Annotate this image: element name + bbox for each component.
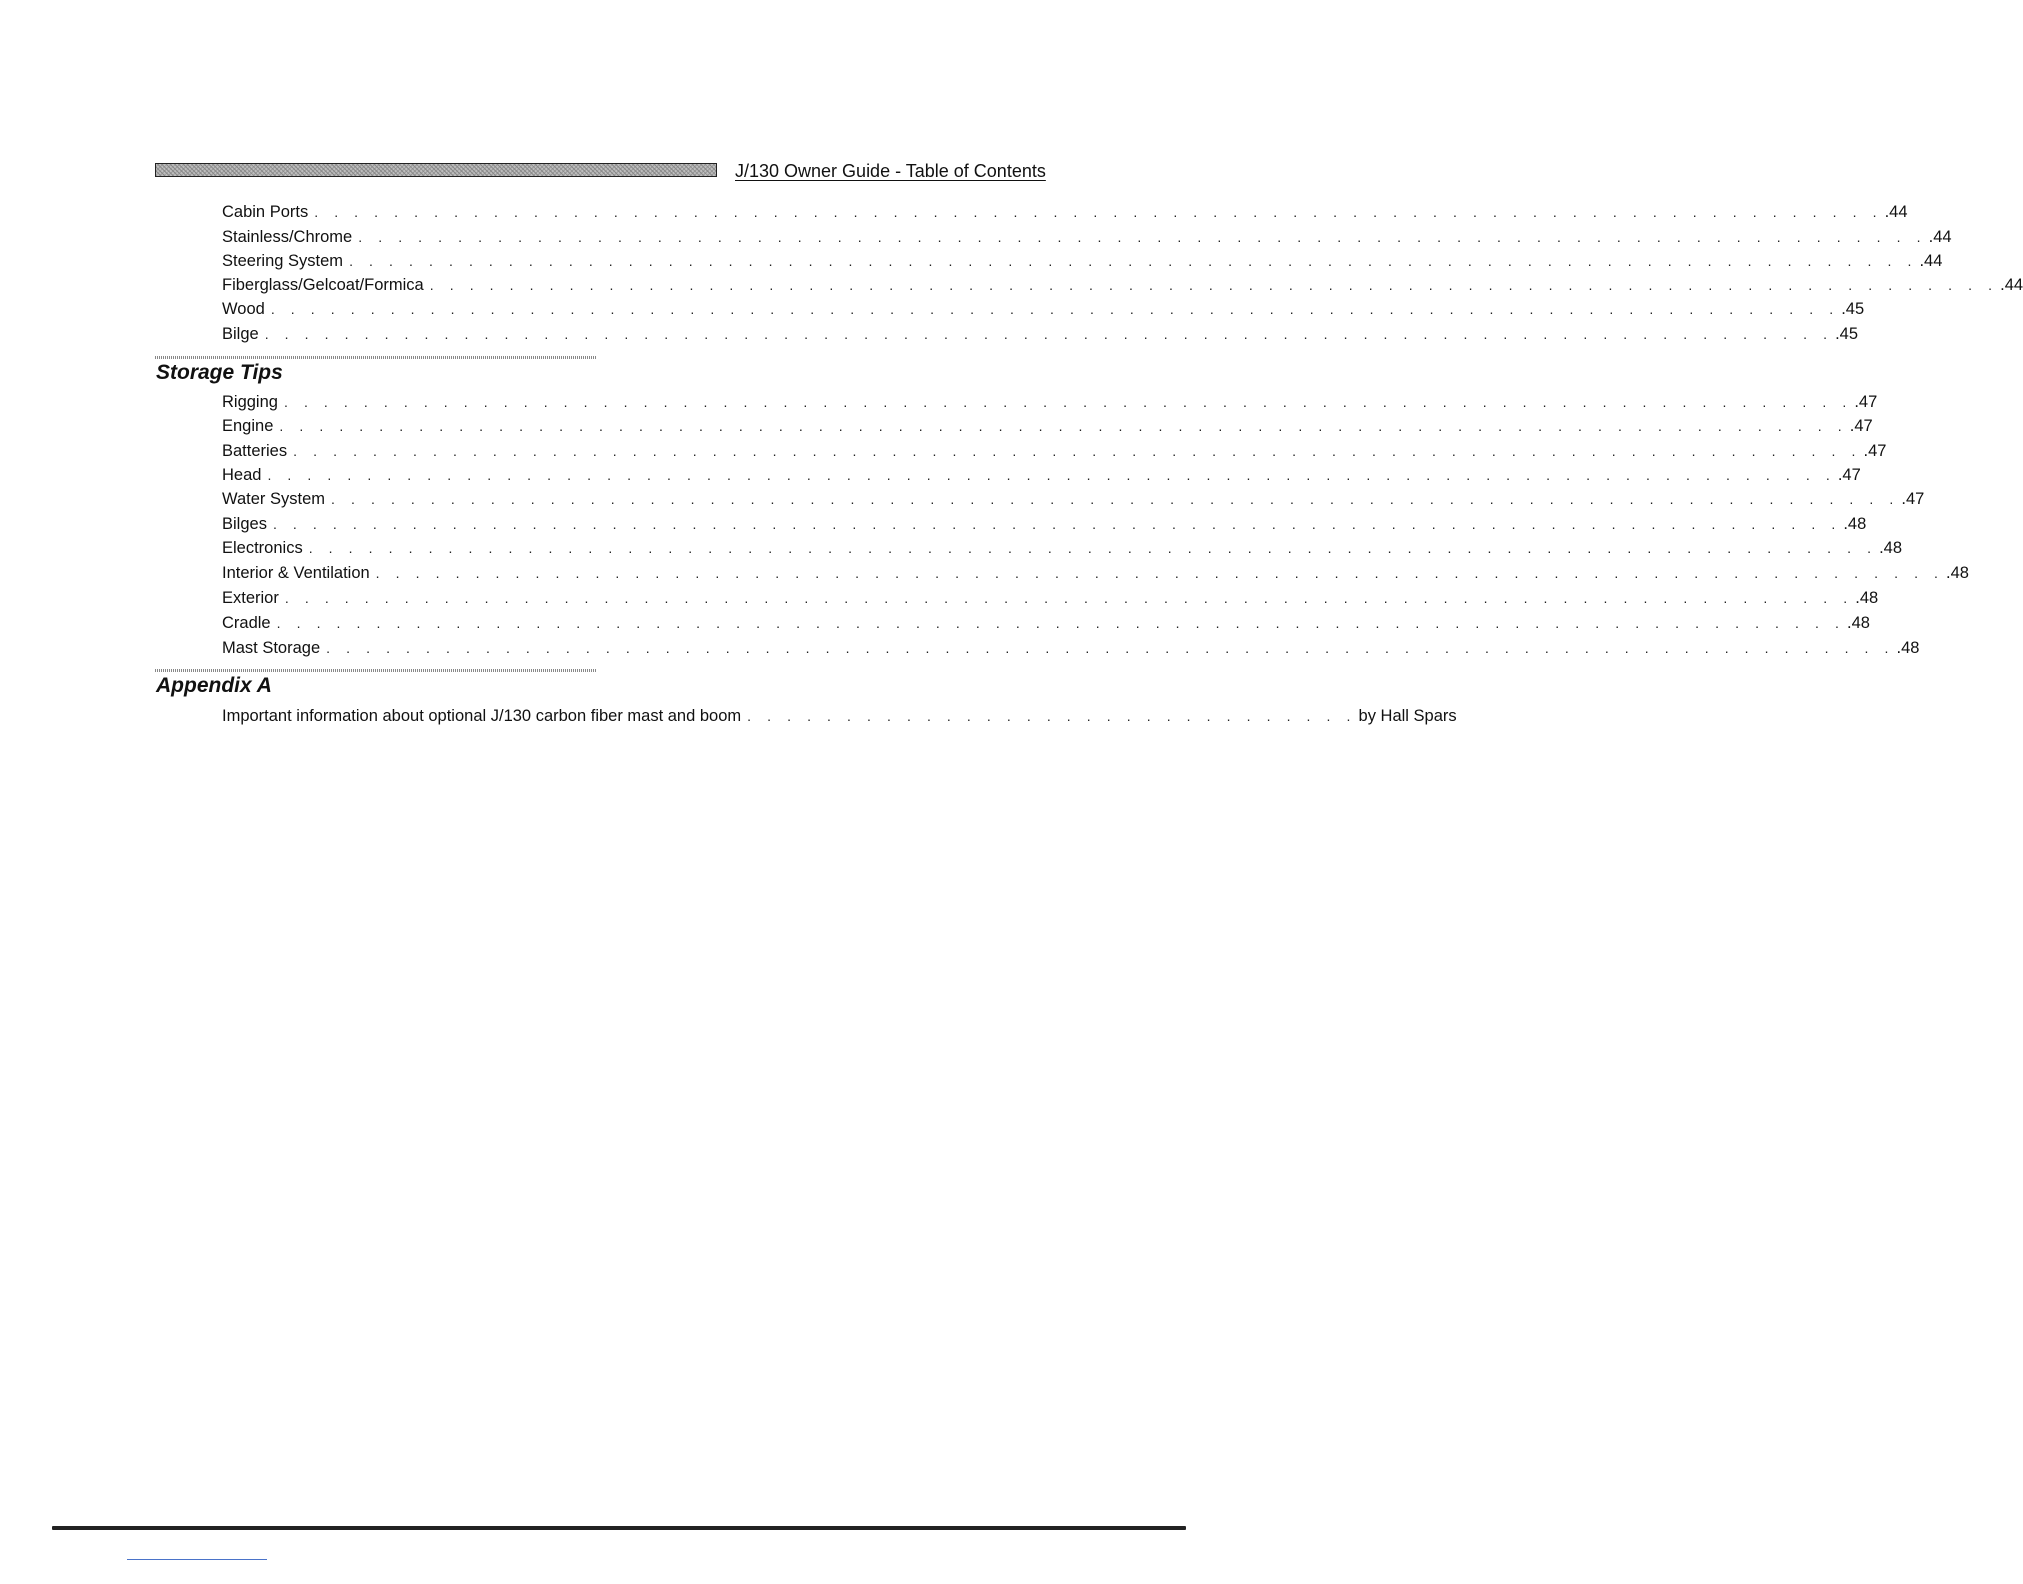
section-divider [155, 669, 597, 672]
toc-entry-label: Steering System [222, 252, 344, 270]
toc-entry-label: Batteries [222, 442, 288, 460]
toc-entry-page: .44 [1919, 252, 1943, 270]
toc-entry-label: Stainless/Chrome [222, 228, 353, 246]
toc-entry[interactable] [222, 587, 1879, 609]
dot-leader: . . . . . . . . . . . . . . . . . . . . . . . . . . . . . . . . . . . . . . . . . . . . . . . . . . . . . . . . . . . . . . . . . . . . . . . . . . . . . . . [276, 615, 1845, 631]
toc-entry-page: .47 [1854, 393, 1878, 411]
dot-leader: . . . . . . . . . . . . . . . . . . . . . . . . . . . . . . . [747, 708, 1357, 724]
toc-entry-page: .48 [1846, 614, 1870, 632]
toc-entry-page: .44 [2000, 276, 2023, 294]
dot-leader: . . . . . . . . . . . . . . . . . . . . . . . . . . . . . . . . . . . . . . . . . . . . . . . . . . . . . . . . . . . . . . . . . . . . . . . . . . . . . . . [272, 516, 1842, 532]
toc-entry-page: by Hall Spars [1358, 707, 1457, 725]
toc-entry[interactable] [222, 298, 1865, 320]
dot-leader: . . . . . . . . . . . . . . . . . . . . . . . . . . . . . . . . . . . . . . . . . . . . . . . . . . . . . . . . . . . . . . . . . . . . . . . . . . . . . . . [314, 204, 1883, 220]
dot-leader: . . . . . . . . . . . . . . . . . . . . . . . . . . . . . . . . . . . . . . . . . . . . . . . . . . . . . . . . . . . . . . . . . . . . . . . . . . . . . . . [284, 590, 1854, 606]
toc-entry[interactable] [222, 323, 1859, 345]
toc-entry[interactable] [222, 513, 1867, 535]
dot-leader: . . . . . . . . . . . . . . . . . . . . . . . . . . . . . . . . . . . . . . . . . . . . . . . . . . . . . . . . . . . . . . . . . . . . . . . . . . . . . . . [270, 301, 1840, 317]
dot-leader: . . . . . . . . . . . . . . . . . . . . . . . . . . . . . . . . . . . . . . . . . . . . . . . . . . . . . . . . . . . . . . . . . . . . . . . . . . . . . . . [375, 565, 1945, 581]
toc-entry[interactable] [222, 226, 1952, 248]
toc-entry-label: Exterior [222, 589, 279, 607]
toc-entry-page: .47 [1837, 466, 1861, 484]
header-decorative-bar [155, 163, 717, 177]
dot-leader: . . . . . . . . . . . . . . . . . . . . . . . . . . . . . . . . . . . . . . . . . . . . . . . . . . . . . . . . . . . . . . . . . . . . . . . . . . . . . . . [429, 277, 1999, 293]
toc-entry-label: Engine [222, 417, 274, 435]
toc-entry[interactable] [222, 250, 1943, 272]
dot-leader: . . . . . . . . . . . . . . . . . . . . . . . . . . . . . . . . . . . . . . . . . . . . . . . . . . . . . . . . . . . . . . . . . . . . . . . . . . . . . . . [293, 443, 1862, 459]
footer-divider [52, 1526, 1186, 1530]
toc-entry[interactable] [222, 488, 1925, 510]
dot-leader: . . . . . . . . . . . . . . . . . . . . . . . . . . . . . . . . . . . . . . . . . . . . . . . . . . . . . . . . . . . . . . . . . . . . . . . . . . . . . . . [267, 467, 1836, 483]
toc-entry[interactable] [222, 201, 1908, 223]
toc-entry[interactable] [222, 612, 1870, 634]
toc-entry[interactable] [222, 637, 1920, 659]
section-title-appendix-a: Appendix A [156, 674, 272, 697]
dot-leader: . . . . . . . . . . . . . . . . . . . . . . . . . . . . . . . . . . . . . . . . . . . . . . . . . . . . . . . . . . . . . . . . . . . . . . . . . . . . . . . [358, 229, 1927, 245]
section-title-storage-tips: Storage Tips [156, 361, 283, 384]
toc-entry-label: Electronics [222, 539, 303, 557]
dot-leader: . . . . . . . . . . . . . . . . . . . . . . . . . . . . . . . . . . . . . . . . . . . . . . . . . . . . . . . . . . . . . . . . . . . . . . . . . . . . . . . [264, 326, 1834, 342]
dot-leader: . . . . . . . . . . . . . . . . . . . . . . . . . . . . . . . . . . . . . . . . . . . . . . . . . . . . . . . . . . . . . . . . . . . . . . . . . . . . . . . [308, 540, 1878, 556]
toc-entry-label: Cabin Ports [222, 203, 309, 221]
toc-entry[interactable] [222, 464, 1861, 486]
dot-leader: . . . . . . . . . . . . . . . . . . . . . . . . . . . . . . . . . . . . . . . . . . . . . . . . . . . . . . . . . . . . . . . . . . . . . . . . . . . . . . . [331, 491, 1900, 507]
toc-entry[interactable] [222, 391, 1878, 413]
toc-entry-page: .45 [1835, 325, 1859, 343]
page-header-title: J/130 Owner Guide - Table of Contents [735, 161, 1046, 181]
toc-entry-label: Cradle [222, 614, 271, 632]
toc-entry[interactable] [222, 415, 1873, 437]
toc-entry-page: .48 [1896, 639, 1920, 657]
dot-leader: . . . . . . . . . . . . . . . . . . . . . . . . . . . . . . . . . . . . . . . . . . . . . . . . . . . . . . . . . . . . . . . . . . . . . . . . . . . . . . . [349, 253, 1918, 269]
toc-entry-label: Wood [222, 300, 265, 318]
toc-entry-page: .48 [1855, 589, 1879, 607]
toc-entry-page: .48 [1946, 564, 1969, 582]
toc-entry-label: Bilges [222, 515, 267, 533]
toc-entry[interactable] [222, 440, 1887, 462]
toc-entry[interactable] [222, 274, 2023, 296]
toc-entry-page: .48 [1843, 515, 1867, 533]
toc-entry-label: Bilge [222, 325, 259, 343]
toc-entry-page: .45 [1841, 300, 1865, 318]
toc-entry-label: Head [222, 466, 262, 484]
toc-entry-label: Water System [222, 490, 325, 508]
toc-entry-page: .48 [1879, 539, 1903, 557]
toc-entry[interactable] [222, 562, 1969, 584]
toc-entry-page: .47 [1849, 417, 1873, 435]
toc-entry-page: .47 [1901, 490, 1925, 508]
toc-entry[interactable] [222, 537, 1903, 559]
section-divider [155, 356, 597, 359]
toc-entry-label: Rigging [222, 393, 278, 411]
dot-leader: . . . . . . . . . . . . . . . . . . . . . . . . . . . . . . . . . . . . . . . . . . . . . . . . . . . . . . . . . . . . . . . . . . . . . . . . . . . . . . . [326, 640, 1895, 656]
toc-entry[interactable] [222, 705, 1457, 727]
toc-entry-label: Mast Storage [222, 639, 321, 657]
footer-link-underline [127, 1559, 267, 1560]
dot-leader: . . . . . . . . . . . . . . . . . . . . . . . . . . . . . . . . . . . . . . . . . . . . . . . . . . . . . . . . . . . . . . . . . . . . . . . . . . . . . . . [279, 418, 1848, 434]
toc-entry-page: .44 [1884, 203, 1908, 221]
toc-entry-page: .47 [1863, 442, 1887, 460]
toc-entry-label: Important information about optional J/130 carbon fiber mast and boom [222, 707, 742, 725]
toc-entry-label: Interior & Ventilation [222, 564, 370, 582]
toc-entry-label: Fiberglass/Gelcoat/Formica [222, 276, 424, 294]
toc-entry-page: .44 [1928, 228, 1952, 246]
dot-leader: . . . . . . . . . . . . . . . . . . . . . . . . . . . . . . . . . . . . . . . . . . . . . . . . . . . . . . . . . . . . . . . . . . . . . . . . . . . . . . . [283, 394, 1853, 410]
